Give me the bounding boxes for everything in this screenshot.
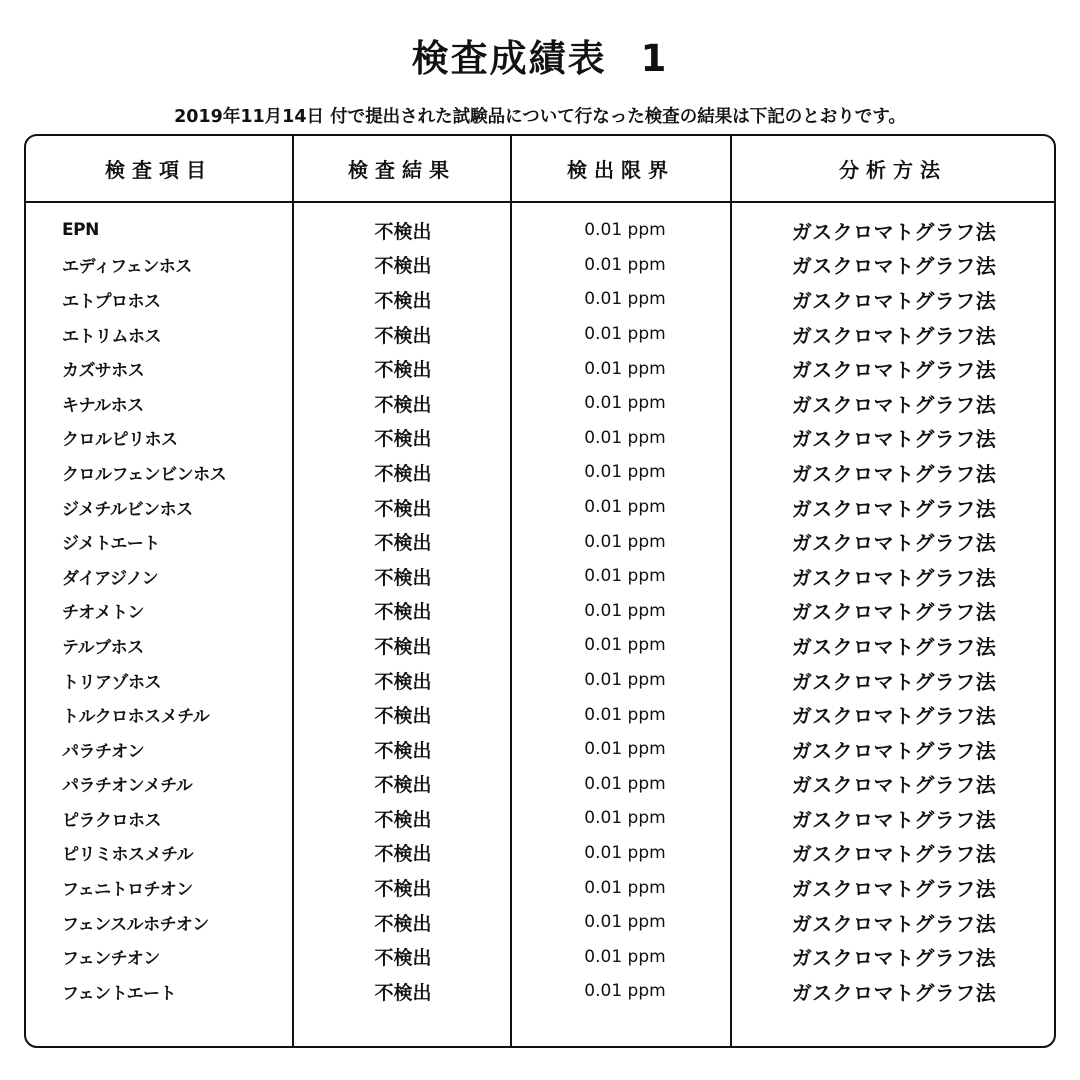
item-name: フェニトロチオン [62, 880, 193, 901]
table-row [26, 490, 1054, 525]
result-value: 不検出 [374, 428, 432, 451]
analysis-method: ガスクロマトグラフ法 [791, 704, 997, 729]
item-name: ジメトエート [62, 534, 160, 555]
analysis-method: ガスクロマトグラフ法 [791, 877, 997, 902]
page-title [0, 28, 1080, 82]
table-body [26, 213, 1054, 1009]
table-row [26, 628, 1054, 663]
item-name: エトプロホス [62, 291, 161, 312]
item-name: パラチオン [62, 741, 145, 762]
analysis-method: ガスクロマトグラフ法 [791, 288, 997, 313]
results-table [24, 134, 1056, 1048]
item-name: フェンスルホチオン [62, 914, 209, 935]
result-value: 不検出 [374, 462, 432, 485]
table-row [26, 248, 1054, 283]
item-name: トルクロホスメチル [62, 707, 210, 728]
header-divider [26, 201, 1054, 203]
analysis-method: ガスクロマトグラフ法 [791, 254, 997, 279]
table-row [26, 317, 1054, 352]
detection-limit: 0.01 ppm [584, 497, 666, 518]
table-row [26, 524, 1054, 559]
table-row [26, 559, 1054, 594]
table-row [26, 594, 1054, 629]
detection-limit: 0.01 ppm [584, 358, 666, 379]
detection-limit: 0.01 ppm [584, 220, 666, 241]
result-value: 不検出 [374, 981, 432, 1004]
result-value: 不検出 [374, 808, 432, 831]
table-row [26, 836, 1054, 871]
result-value: 不検出 [374, 878, 432, 901]
result-value: 不検出 [374, 220, 432, 243]
table-row [26, 974, 1054, 1009]
analysis-method: ガスクロマトグラフ法 [791, 773, 997, 798]
table-row [26, 905, 1054, 940]
detection-limit: 0.01 ppm [584, 531, 666, 552]
result-value: 不検出 [374, 255, 432, 278]
table-row [26, 870, 1054, 905]
detection-limit: 0.01 ppm [584, 393, 666, 414]
detection-limit: 0.01 ppm [584, 462, 666, 483]
detection-limit: 0.01 ppm [584, 324, 666, 345]
analysis-method: ガスクロマトグラフ法 [791, 427, 997, 452]
detection-limit: 0.01 ppm [584, 670, 666, 691]
page-number: 1 [640, 37, 669, 80]
analysis-method: ガスクロマトグラフ法 [791, 911, 997, 936]
table-row [26, 386, 1054, 421]
detection-limit: 0.01 ppm [584, 946, 666, 967]
table-row [26, 939, 1054, 974]
analysis-method: ガスクロマトグラフ法 [791, 634, 997, 659]
analysis-method: ガスクロマトグラフ法 [791, 946, 997, 971]
item-name: フェントエート [62, 983, 176, 1004]
result-value: 不検出 [374, 566, 432, 589]
analysis-method: ガスクロマトグラフ法 [791, 461, 997, 486]
result-value: 不検出 [374, 497, 432, 520]
analysis-method: ガスクロマトグラフ法 [791, 496, 997, 521]
analysis-method: ガスクロマトグラフ法 [791, 669, 997, 694]
detection-limit: 0.01 ppm [584, 289, 666, 310]
analysis-method: ガスクロマトグラフ法 [791, 842, 997, 867]
result-value: 不検出 [374, 739, 432, 762]
detection-limit: 0.01 ppm [584, 704, 666, 725]
header-method: 分析方法 [839, 158, 947, 182]
table-row [26, 697, 1054, 732]
detection-limit: 0.01 ppm [584, 773, 666, 794]
analysis-method: ガスクロマトグラフ法 [791, 600, 997, 625]
result-value: 不検出 [374, 843, 432, 866]
result-value: 不検出 [374, 912, 432, 935]
item-name: クロルフェンビンホス [62, 464, 227, 485]
item-name: エディフェンホス [62, 257, 192, 278]
table-row [26, 732, 1054, 767]
analysis-method: ガスクロマトグラフ法 [791, 738, 997, 763]
table-row [26, 663, 1054, 698]
result-value: 不検出 [374, 670, 432, 693]
item-name: フェンチオン [62, 949, 160, 970]
detection-limit: 0.01 ppm [584, 427, 666, 448]
detection-limit: 0.01 ppm [584, 808, 666, 829]
header-limit: 検出限界 [567, 158, 675, 182]
detection-limit: 0.01 ppm [584, 254, 666, 275]
title-text: 検査成績表 [411, 37, 607, 80]
result-value: 不検出 [374, 947, 432, 970]
table-row [26, 282, 1054, 317]
item-name: トリアゾホス [62, 672, 161, 693]
analysis-method: ガスクロマトグラフ法 [791, 565, 997, 590]
detection-limit: 0.01 ppm [584, 739, 666, 760]
table-row [26, 351, 1054, 386]
item-name: パラチオンメチル [62, 776, 193, 797]
item-name: EPN [62, 220, 99, 241]
item-name: チオメトン [62, 603, 144, 624]
header-result: 検査結果 [348, 158, 456, 182]
result-value: 不検出 [374, 705, 432, 728]
analysis-method: ガスクロマトグラフ法 [791, 219, 997, 244]
result-value: 不検出 [374, 601, 432, 624]
detection-limit: 0.01 ppm [584, 635, 666, 656]
item-name: ジメチルビンホス [62, 499, 193, 520]
item-name: エトリムホス [62, 326, 161, 347]
detection-limit: 0.01 ppm [584, 912, 666, 933]
result-value: 不検出 [374, 532, 432, 555]
analysis-method: ガスクロマトグラフ法 [791, 807, 997, 832]
result-value: 不検出 [374, 359, 432, 382]
result-value: 不検出 [374, 635, 432, 658]
result-value: 不検出 [374, 289, 432, 312]
analysis-method: ガスクロマトグラフ法 [791, 392, 997, 417]
table-row [26, 213, 1054, 248]
table-row [26, 455, 1054, 490]
detection-limit: 0.01 ppm [584, 877, 666, 898]
analysis-method: ガスクロマトグラフ法 [791, 980, 997, 1005]
detection-limit: 0.01 ppm [584, 600, 666, 621]
table-row [26, 421, 1054, 456]
table-row [26, 767, 1054, 802]
item-name: クロルピリホス [62, 430, 178, 451]
table-row [26, 801, 1054, 836]
item-name: ピラクロホス [62, 810, 161, 831]
header-item: 検査項目 [105, 158, 213, 182]
item-name: カズサホス [62, 361, 145, 382]
item-name: テルブホス [62, 637, 144, 658]
analysis-method: ガスクロマトグラフ法 [791, 323, 997, 348]
detection-limit: 0.01 ppm [584, 566, 666, 587]
item-name: キナルホス [62, 395, 144, 416]
intro-text: 2019年11月14日 付で提出された試験品について行なった検査の結果は下記のとおりです。 [174, 107, 906, 127]
result-value: 不検出 [374, 774, 432, 797]
detection-limit: 0.01 ppm [584, 981, 666, 1002]
item-name: ダイアジノン [62, 568, 159, 589]
detection-limit: 0.01 ppm [584, 842, 666, 863]
analysis-method: ガスクロマトグラフ法 [791, 531, 997, 556]
item-name: ピリミホスメチル [62, 845, 194, 866]
result-value: 不検出 [374, 324, 432, 347]
analysis-method: ガスクロマトグラフ法 [791, 358, 997, 383]
result-value: 不検出 [374, 393, 432, 416]
